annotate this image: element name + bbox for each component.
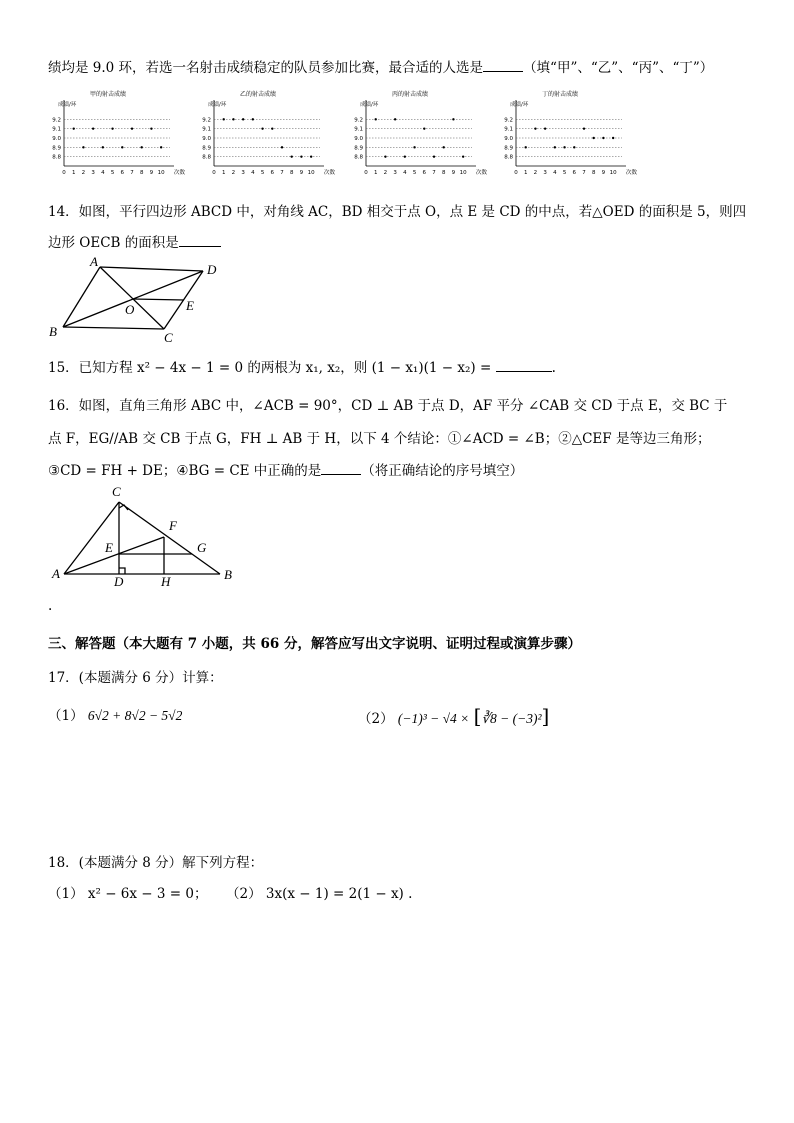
x-tick-label: 10 [459,170,467,176]
q13-choices: （填“甲”、“乙”、“丙”、“丁”） [523,60,714,76]
x-tick-label: 3 [241,170,245,176]
y-tick-label: 9.2 [52,117,61,124]
x-tick-label: 2 [533,170,538,176]
q13-text: 绩均是 9.0 环，若选一名射击成绩稳定的队员参加比赛，最合适的人选是 [48,60,484,76]
chart-title: 甲的射击成绩 [89,91,127,98]
y-tick-label: 9.0 [52,136,61,142]
data-point [111,127,113,129]
section-3-heading: 三、解答题（本大题有 7 小题，共 66 分，解答应写出文字说明、证明过程或演算步骤） [48,636,581,652]
q16-text: ③CD = FH + DE；④BG = CE 中正确的是 [48,463,322,479]
q17-title: 17．(本题满分 6 分）计算： [48,670,223,686]
data-point [384,155,386,157]
data-point [271,127,273,129]
data-point [413,146,415,148]
x-tick-label: 7 [432,170,436,176]
q17-p2-expr-a: (−1)³ − √4 × [397,711,470,726]
x-tick-label: 10 [609,170,617,176]
data-point [300,155,302,157]
x-tick-label: 5 [260,170,265,176]
q15-period: . [551,360,556,376]
label-D: D [114,574,124,589]
q14-line1: 14．如图，平行四边形 ABCD 中，对角线 AC，BD 相交于点 O，点 E 是 CD 的中点，若△OED 的面积是 5，则四 [48,204,747,220]
q15-text: 15．已知方程 x² − 4x − 1 = 0 的两根为 x₁, x₂，则 (1 − x₁)(1 − x₂) = [48,360,492,376]
q17-p1-label: （1） [48,708,84,724]
data-point [583,127,585,129]
x-tick-label: 9 [601,170,606,176]
q17-part2 [358,704,549,728]
x-tick-label: 6 [120,170,125,176]
label-B: B [49,324,57,339]
x-tick-label: 4 [403,170,407,176]
label-C: C [112,484,121,499]
q18-title: 18．(本题满分 8 分）解下列方程： [48,855,264,871]
x-tick-label: 1 [373,170,378,176]
chart-title: 丙的射击成绩 [391,91,429,98]
x-tick-label: 9 [451,170,456,176]
q18-part1: （1） x² − 6x − 3 = 0； [48,886,208,902]
q16-line3 [48,459,523,479]
x-tick-label: 5 [412,170,417,176]
y-tick-label: 9.1 [354,126,363,133]
x-axis-label: 次数 [476,170,488,176]
data-point [394,118,396,120]
data-point [281,146,283,148]
question-15 [48,356,556,376]
label-F: F [169,518,177,533]
q17-p2-expr-b: ∛8 − (−3)² [481,711,542,726]
x-tick-label: 6 [572,170,577,176]
x-tick-label: 10 [157,170,165,176]
data-point [443,146,445,148]
bracket-open: [ [473,704,482,728]
q14-line2 [48,231,221,251]
right-triangle-figure [44,482,244,592]
y-tick-label: 9.0 [504,136,513,142]
y-tick-label: 8.9 [504,145,513,152]
x-tick-label: 6 [270,170,275,176]
data-point [525,146,527,148]
y-axis-label: 成绩/环 [510,102,529,108]
x-tick-label: 1 [523,170,528,176]
x-tick-label: 7 [130,170,134,176]
data-point [452,118,454,120]
data-point [131,127,133,129]
y-tick-label: 9.2 [504,117,513,124]
q16-dot: . [48,598,53,614]
bracket-close: ] [541,704,550,728]
x-tick-label: 9 [299,170,304,176]
y-tick-label: 8.8 [354,154,363,161]
x-tick-label: 4 [553,170,557,176]
answer-blank[interactable] [179,234,221,247]
x-axis-label: 次数 [626,170,638,176]
data-point [102,146,104,148]
y-axis-label: 成绩/环 [360,102,379,108]
chart-title: 丁的射击成绩 [541,91,579,98]
data-point [223,118,225,120]
q17-p1-expr: 6√2 + 8√2 − 5√2 [87,708,183,723]
x-tick-label: 8 [591,170,596,176]
answer-blank[interactable] [321,462,361,475]
question-13-tail [48,56,713,76]
data-point [602,137,604,139]
data-point [141,146,143,148]
q16-line1: 16．如图，直角三角形 ABC 中，∠ACB = 90°，CD ⊥ AB 于点 D，AF 平分 ∠CAB 交 CD 于点 E，交 BC 于 [48,398,728,414]
data-point [423,127,425,129]
chart-jia [48,88,188,180]
x-tick-label: 9 [149,170,154,176]
data-point [433,155,435,157]
y-axis-label: 成绩/环 [208,102,227,108]
q14-text: 边形 OECB 的面积是 [48,235,179,251]
y-tick-label: 8.9 [52,145,61,152]
chart-bing [350,88,490,180]
data-point [534,127,536,129]
y-tick-label: 9.1 [202,126,211,133]
x-tick-label: 10 [307,170,315,176]
data-point [462,155,464,157]
x-tick-label: 2 [383,170,388,176]
y-tick-label: 9.0 [202,136,211,142]
x-tick-label: 5 [562,170,567,176]
x-tick-label: 7 [582,170,586,176]
data-point [261,127,263,129]
label-C: C [164,330,173,345]
label-O: O [125,302,135,317]
x-tick-label: 4 [101,170,105,176]
x-tick-label: 7 [280,170,284,176]
data-point [573,146,575,148]
x-tick-label: 0 [514,170,518,176]
parallelogram-figure [44,250,234,350]
x-tick-label: 8 [139,170,144,176]
data-point [242,118,244,120]
x-tick-label: 1 [221,170,226,176]
chart-yi [198,88,338,180]
y-tick-label: 8.8 [504,154,513,161]
data-point [291,155,293,157]
x-tick-label: 4 [251,170,255,176]
q16-line2: 点 F，EG//AB 交 CB 于点 G，FH ⊥ AB 于 H，以下 4 个结论：①∠ACD = ∠B；②△CEF 是等边三角形； [48,431,711,447]
y-tick-label: 8.9 [354,145,363,152]
x-tick-label: 8 [289,170,294,176]
data-point [404,155,406,157]
answer-blank[interactable] [483,59,523,72]
y-tick-label: 8.8 [202,154,211,161]
y-tick-label: 8.9 [202,145,211,152]
y-tick-label: 9.2 [202,117,211,124]
data-point [82,146,84,148]
data-point [73,127,75,129]
data-point [544,127,546,129]
x-tick-label: 0 [62,170,66,176]
y-axis-label: 成绩/环 [58,102,77,108]
x-axis-label: 次数 [324,170,336,176]
x-tick-label: 6 [422,170,427,176]
x-tick-label: 3 [393,170,397,176]
q18-part2: （2） 3x(x − 1) = 2(1 − x) . [226,886,413,902]
x-tick-label: 1 [71,170,76,176]
data-point [121,146,123,148]
label-E: E [105,540,113,555]
label-G: G [197,540,207,555]
x-tick-label: 2 [81,170,86,176]
data-point [554,146,556,148]
data-point [593,137,595,139]
x-tick-label: 3 [91,170,95,176]
y-tick-label: 9.2 [354,117,363,124]
x-tick-label: 5 [110,170,115,176]
x-tick-label: 8 [441,170,446,176]
label-H: H [161,574,171,589]
data-point [160,146,162,148]
x-tick-label: 2 [231,170,236,176]
data-point [310,155,312,157]
y-tick-label: 9.1 [52,126,61,133]
data-point [92,127,94,129]
label-B: B [224,567,232,582]
x-tick-label: 3 [543,170,547,176]
data-point [563,146,565,148]
label-A: A [90,254,98,269]
y-tick-label: 9.1 [504,126,513,133]
data-point [252,118,254,120]
data-point [375,118,377,120]
label-D: D [207,262,217,277]
chart-ding [500,88,640,180]
q17-p2-label: （2） [358,711,394,727]
y-tick-label: 9.0 [354,136,363,142]
data-point [150,127,152,129]
label-E: E [186,298,194,313]
x-tick-label: 0 [364,170,368,176]
label-A: A [52,566,60,581]
x-tick-label: 0 [212,170,216,176]
chart-title: 乙的射击成绩 [239,91,277,98]
answer-blank[interactable] [496,359,552,372]
q17-part1 [48,704,182,724]
data-point [232,118,234,120]
q16-instruction: （将正确结论的序号填空） [361,463,524,479]
y-tick-label: 8.8 [52,154,61,161]
x-axis-label: 次数 [174,170,186,176]
data-point [612,137,614,139]
